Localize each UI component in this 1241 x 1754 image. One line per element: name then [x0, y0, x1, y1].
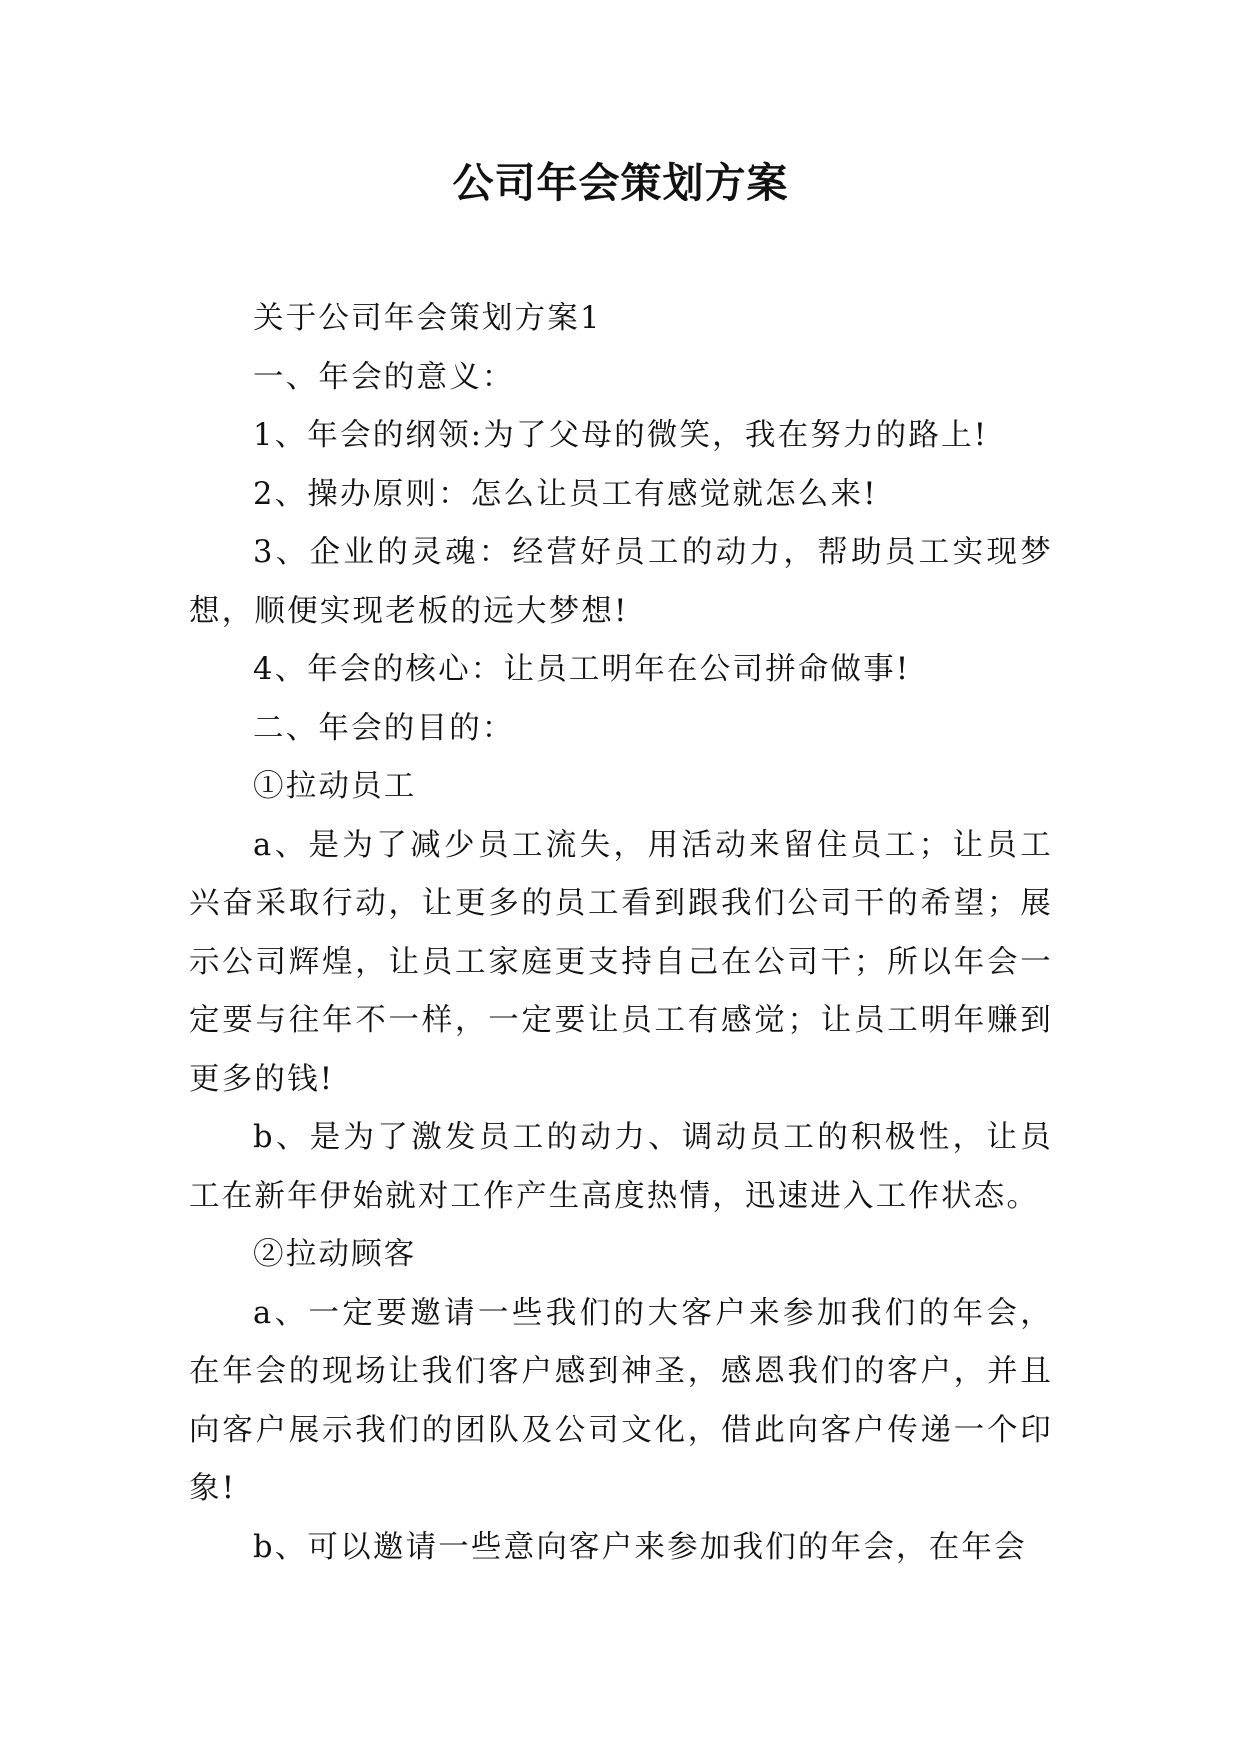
subtitle-paragraph: 关于公司年会策划方案1 — [253, 301, 602, 336]
paragraph-employees-b: b、是为了激发员工的动力、调动员工的积极性，让员工在新年伊始就对工作产生高度热情，迅速进入工作状态。 — [189, 1120, 1053, 1214]
subheading-employees: ①拉动员工 — [253, 769, 417, 804]
section-heading-purpose: 二、年会的目的： — [253, 710, 515, 746]
paragraph-guideline: 1、年会的纲领:为了父母的微笑，我在努力的路上! — [253, 418, 989, 453]
document-body — [189, 290, 1053, 1577]
paragraph-core: 4、年会的核心：让员工明年在公司拼命做事! — [253, 652, 911, 687]
paragraph-principle: 2、操办原则：怎么让员工有感觉就怎么来! — [253, 476, 878, 512]
subheading-customers: ②拉动顾客 — [253, 1237, 417, 1272]
paragraph-customers-a: a、一定要邀请一些我们的大客户来参加我们的年会，在年会的现场让我们客户感到神圣，感恩我们的客户，并且向客户展示我们的团队及公司文化，借此向客户传递一个印象! — [189, 1295, 1053, 1506]
document-title: 公司年会策划方案 — [452, 159, 789, 207]
paragraph-customers-b: b、可以邀请一些意向客户来参加我们的年会，在年会 — [253, 1529, 1027, 1565]
section-heading-meaning: 一、年会的意义： — [253, 359, 515, 395]
paragraph-soul: 3、企业的灵魂：经营好员工的动力，帮助员工实现梦想，顺便实现老板的远大梦想! — [189, 535, 1053, 629]
paragraph-employees-a: a、是为了减少员工流失，用活动来留住员工；让员工兴奋采取行动，让更多的员工看到跟我们公司干的希望；展示公司辉煌，让员工家庭更支持自己在公司干；所以年会一定要与往年不一样，一定要让员工有感觉；让员工明年赚到更多的钱! — [189, 827, 1053, 1097]
